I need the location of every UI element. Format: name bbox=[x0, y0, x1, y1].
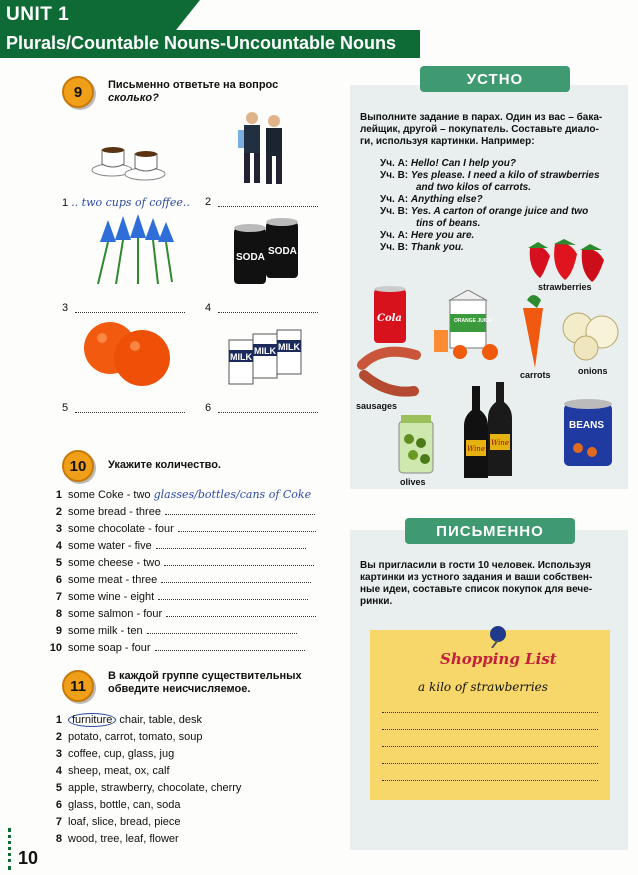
instruction-line: В каждой группе существительных bbox=[108, 670, 302, 682]
coffee-cups-picture bbox=[90, 132, 170, 182]
exercise-9-badge: 9 bbox=[62, 76, 94, 108]
row-text: some milk - ten bbox=[68, 625, 143, 637]
onions-picture bbox=[558, 310, 623, 362]
row-number: 7 bbox=[55, 816, 62, 828]
unit-title bbox=[6, 33, 396, 54]
row-text[interactable]: potato, carrot, tomato, soup bbox=[68, 731, 203, 743]
row-number: 8 bbox=[55, 608, 62, 620]
row-answer-line[interactable] bbox=[161, 572, 311, 583]
row-number: 6 bbox=[55, 574, 62, 586]
dialogue-text: Yes please. I need a kilo of strawberries bbox=[410, 170, 600, 181]
exercise-11-badge: 11 bbox=[62, 670, 94, 702]
milk-cartons-picture bbox=[225, 322, 307, 387]
row-text[interactable]: sheep, meat, ox, calf bbox=[68, 765, 170, 777]
beans-label: BEANS bbox=[569, 420, 605, 431]
ex10-row bbox=[48, 555, 338, 572]
row-answer-line[interactable] bbox=[158, 589, 308, 600]
ex11-row bbox=[48, 780, 338, 797]
item-answer: .. two cups of coffee.. bbox=[71, 196, 190, 209]
list-line[interactable] bbox=[382, 713, 598, 730]
oral-banner: УСТНО bbox=[420, 66, 570, 92]
instruction-line: Письменно ответьте на вопрос bbox=[108, 79, 279, 91]
row-number: 8 bbox=[55, 833, 62, 845]
list-line[interactable] bbox=[382, 764, 598, 781]
list-line[interactable] bbox=[382, 747, 598, 764]
shopping-list-lines[interactable] bbox=[382, 696, 598, 796]
milk-label-1: MILK bbox=[230, 352, 252, 362]
dialogue-speaker: Уч. А: bbox=[380, 158, 409, 169]
ex10-row bbox=[48, 606, 338, 623]
cola-label: Cola bbox=[377, 313, 402, 324]
row-number: 4 bbox=[55, 540, 62, 552]
row-text: some bread - three bbox=[68, 506, 161, 518]
flowers-picture bbox=[88, 212, 178, 287]
row-text: some wine - eight bbox=[68, 591, 155, 603]
row-number: 6 bbox=[55, 799, 62, 811]
two-men-picture bbox=[232, 108, 302, 186]
oral-text-line: Выполните задание в парах. Один из вас – бака- bbox=[360, 112, 603, 123]
orange-juice-picture bbox=[430, 290, 505, 360]
exercise-11-list bbox=[48, 712, 338, 848]
row-number: 4 bbox=[55, 765, 62, 777]
milk-label-2: MILK bbox=[254, 346, 276, 356]
written-text-line: ринки. bbox=[360, 596, 393, 607]
row-answer: glasses/bottles/cans of Coke bbox=[153, 488, 312, 501]
ex9-item-3-number: 3 bbox=[62, 302, 69, 314]
exercise-10-list bbox=[48, 486, 338, 657]
written-instruction bbox=[360, 560, 622, 608]
ex11-row bbox=[48, 746, 338, 763]
strawberries-label: strawberries bbox=[538, 282, 592, 292]
row-text: some cheese - two bbox=[68, 557, 161, 569]
exercise-10-badge: 10 bbox=[62, 450, 94, 482]
item-number: 1 bbox=[62, 197, 69, 209]
dialogue-text: Here you are. bbox=[410, 230, 475, 241]
soda-label-1: SODA bbox=[236, 252, 265, 263]
ex9-item-3-answer-line[interactable] bbox=[75, 302, 185, 313]
soda-label-2: SODA bbox=[268, 246, 297, 257]
row-text[interactable]: coffee, cup, glass, jug bbox=[68, 748, 175, 760]
ex9-item-6-number: 6 bbox=[205, 402, 212, 414]
sausages-label: sausages bbox=[356, 401, 398, 411]
row-number: 2 bbox=[55, 731, 62, 743]
row-text: some soap - four bbox=[68, 642, 151, 654]
row-answer-line[interactable] bbox=[165, 504, 315, 515]
row-number: 2 bbox=[55, 506, 62, 518]
ex9-item-5-number: 5 bbox=[62, 402, 69, 414]
row-text[interactable]: chair, table, desk bbox=[116, 714, 202, 726]
exercise-9-instruction bbox=[108, 79, 278, 105]
dialogue-speaker: Уч. В: bbox=[380, 242, 409, 253]
row-answer-line[interactable] bbox=[166, 606, 316, 617]
oral-instruction bbox=[360, 112, 622, 148]
dialogue-line bbox=[380, 218, 625, 230]
dialogue-speaker: Уч. В: bbox=[380, 206, 409, 217]
dialogue-speaker: Уч. А: bbox=[380, 230, 409, 241]
dialogue-speaker: Уч. В: bbox=[380, 170, 409, 181]
ex9-item-5-answer-line[interactable] bbox=[75, 402, 185, 413]
row-answer-line[interactable] bbox=[147, 623, 297, 634]
ex11-row bbox=[48, 831, 338, 848]
page-number: 10 bbox=[18, 848, 39, 868]
row-text[interactable]: apple, strawberry, chocolate, cherry bbox=[68, 782, 242, 794]
title-part2: Countable Nouns-Uncountable Nouns bbox=[71, 33, 397, 53]
ex9-item-1 bbox=[62, 196, 190, 209]
dialogue-text: and two kilos of carrots. bbox=[416, 182, 532, 193]
olives-label: olives bbox=[400, 477, 426, 487]
ex10-row bbox=[48, 521, 338, 538]
row-number: 5 bbox=[55, 557, 62, 569]
exercise-11-instruction bbox=[108, 670, 302, 696]
dialogue-text: Anything else? bbox=[410, 194, 483, 205]
strawberries-picture bbox=[520, 238, 615, 283]
juice-label: ORANGE JUICE bbox=[454, 318, 493, 324]
pushpin-icon bbox=[486, 624, 510, 648]
row-text: some meat - three bbox=[68, 574, 158, 586]
ex10-row bbox=[48, 486, 338, 504]
ex10-row bbox=[48, 504, 338, 521]
ex10-row bbox=[48, 589, 338, 606]
row-number: 1 bbox=[55, 489, 62, 501]
dialogue-speaker: Уч. А: bbox=[380, 194, 409, 205]
wine-bottles-picture bbox=[462, 380, 520, 480]
row-text[interactable]: glass, bottle, can, soda bbox=[68, 799, 181, 811]
row-number: 3 bbox=[55, 748, 62, 760]
ex11-row bbox=[48, 729, 338, 746]
written-text-line: картинки из устного задания и ваши собствен- bbox=[360, 572, 593, 583]
row-text: some chocolate - four bbox=[68, 523, 174, 535]
instruction-line-italic: сколько? bbox=[108, 92, 159, 104]
written-text-line: Вы пригласили в гости 10 человек. Используя bbox=[360, 560, 591, 571]
row-number: 3 bbox=[55, 523, 62, 535]
ex9-item-6-answer-line[interactable] bbox=[218, 402, 318, 413]
row-text[interactable]: loaf, slice, bread, piece bbox=[68, 816, 181, 828]
unit-header bbox=[0, 0, 638, 60]
dialogue-text: tins of beans. bbox=[416, 218, 481, 229]
list-line[interactable] bbox=[382, 696, 598, 713]
ex10-row bbox=[48, 623, 338, 640]
carrots-picture bbox=[515, 292, 555, 370]
written-text-line: ные идеи, составьте список покупок для вече- bbox=[360, 584, 593, 595]
page-margin-dots bbox=[8, 828, 15, 870]
row-answer-line[interactable] bbox=[156, 538, 306, 549]
milk-label-3: MILK bbox=[278, 342, 300, 352]
dialogue-line bbox=[380, 194, 625, 206]
row-number: 10 bbox=[49, 642, 62, 654]
dialogue-text: Yes. A carton of orange juice and two bbox=[410, 206, 589, 217]
row-number: 9 bbox=[55, 625, 62, 637]
row-text[interactable]: wood, tree, leaf, flower bbox=[68, 833, 179, 845]
carrots-label: carrots bbox=[520, 370, 551, 380]
onions-label: onions bbox=[578, 366, 608, 376]
row-number: 7 bbox=[55, 591, 62, 603]
ex9-item-4-answer-line[interactable] bbox=[218, 302, 318, 313]
title-part1: Plurals/ bbox=[6, 33, 72, 53]
sausages-picture bbox=[356, 345, 426, 405]
exercise-10-instruction: Укажите количество. bbox=[108, 459, 221, 471]
row-answer-line[interactable] bbox=[164, 555, 314, 566]
olives-jar-picture bbox=[395, 415, 437, 475]
wine-label-2: Wine bbox=[491, 439, 509, 447]
ex11-row bbox=[48, 712, 338, 729]
ex11-row bbox=[48, 797, 338, 814]
row-text: some salmon - four bbox=[68, 608, 163, 620]
row-answer-line[interactable] bbox=[155, 640, 305, 651]
row-text: some water - five bbox=[68, 540, 152, 552]
row-answer-line[interactable] bbox=[178, 521, 316, 532]
dialogue-text: Hello! Can I help you? bbox=[410, 158, 516, 169]
list-line[interactable] bbox=[382, 730, 598, 747]
circled-word: furniture bbox=[68, 713, 116, 727]
shopping-list-title: Shopping List bbox=[440, 650, 557, 668]
dialogue-line bbox=[380, 182, 625, 194]
written-banner: ПИСЬМЕННО bbox=[405, 518, 575, 544]
oranges-picture bbox=[80, 318, 175, 390]
dialogue-text: Thank you. bbox=[410, 242, 464, 253]
wine-label-1: Wine bbox=[467, 445, 485, 453]
row-number: 5 bbox=[55, 782, 62, 794]
dialogue-line bbox=[380, 170, 625, 182]
instruction-line: обведите неисчисляемое. bbox=[108, 683, 251, 695]
ex11-row bbox=[48, 763, 338, 780]
row-text: some Coke - two bbox=[68, 489, 154, 501]
dialogue-line bbox=[380, 158, 625, 170]
row-number: 1 bbox=[55, 714, 62, 726]
oral-text-line: ги, используя картинки. Например: bbox=[360, 136, 535, 147]
cola-can-picture bbox=[372, 285, 408, 345]
ex9-item-2-number: 2 bbox=[205, 196, 212, 208]
oral-text-line: лейщик, другой – покупатель. Составьте диало- bbox=[360, 124, 599, 135]
ex10-row bbox=[48, 538, 338, 555]
soda-cans-picture bbox=[230, 218, 305, 288]
ex9-item-4-number: 4 bbox=[205, 302, 212, 314]
beans-tin-picture bbox=[562, 398, 614, 470]
unit-label: UNIT 1 bbox=[6, 4, 70, 25]
dialogue-line bbox=[380, 206, 625, 218]
ex9-item-2-answer-line[interactable] bbox=[218, 196, 318, 207]
ex10-row bbox=[48, 572, 338, 589]
ex11-row bbox=[48, 814, 338, 831]
ex10-row bbox=[48, 640, 338, 657]
shopping-list-first-item: a kilo of strawberries bbox=[418, 680, 548, 694]
